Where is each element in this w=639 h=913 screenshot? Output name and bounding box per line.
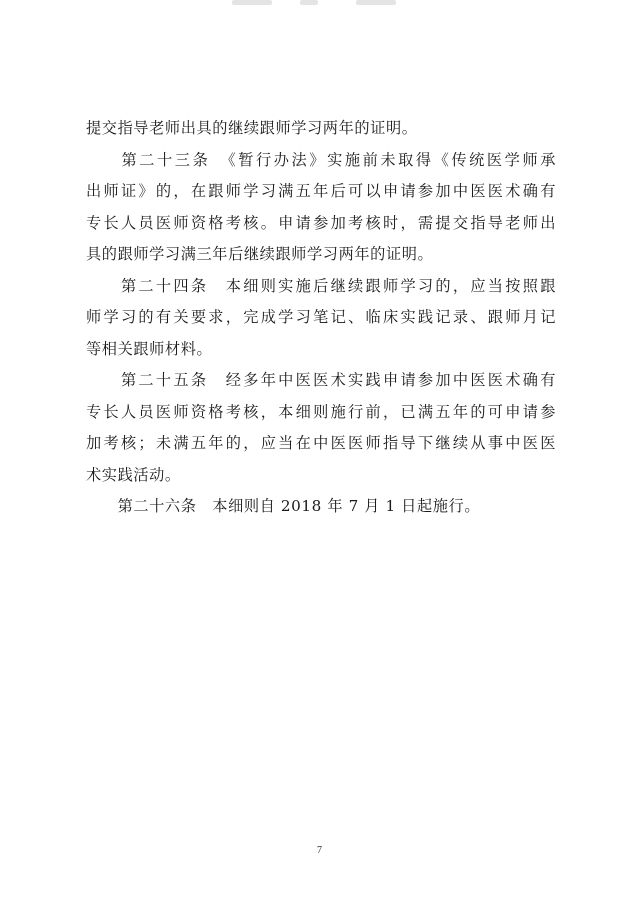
- text-line: 专长人员医师资格考核。申请参加考核时，需提交指导老师出: [86, 213, 556, 232]
- text-line: 等相关跟师材料。: [86, 339, 213, 358]
- article-23: [86, 145, 556, 271]
- text-line: 专长人员医师资格考核，本细则施行前，已满五年的可申请参: [86, 402, 556, 421]
- article-25: [86, 365, 556, 491]
- text-line: 第二十五条 经多年中医医术实践申请参加中医医术确有: [86, 371, 556, 389]
- text-line: 第二十三条 《暂行办法》实施前未取得《传统医学师承: [86, 150, 556, 169]
- page-number: 7: [317, 845, 322, 856]
- scan-smudge: [300, 0, 318, 5]
- text-line: 术实践活动。: [86, 465, 181, 484]
- text-line: 具的跟师学习满三年后继续跟师学习两年的证明。: [86, 245, 434, 263]
- text-line: 第二十四条 本细则实施后继续跟师学习的，应当按照跟: [86, 276, 556, 295]
- scan-smudge: [232, 0, 272, 5]
- article-26: [86, 491, 556, 523]
- scan-smudge: [356, 0, 396, 5]
- text-line: 师学习的有关要求，完成学习笔记、临床实践记录、跟师月记: [86, 308, 556, 326]
- text-line: 第二十六条 本细则自 2018 年 7 月 1 日起施行。: [86, 497, 481, 515]
- text-line: 加考核；未满五年的，应当在中医医师指导下继续从事中医医: [86, 434, 556, 452]
- text-line: 提交指导老师出具的继续跟师学习两年的证明。: [86, 119, 418, 137]
- paragraph-continuation: [86, 113, 556, 145]
- article-24: [86, 271, 556, 366]
- scan-edge-artifacts: [0, 0, 639, 12]
- text-line: 出师证》的，在跟师学习满五年后可以申请参加中医医术确有: [86, 182, 556, 200]
- document-body: [86, 113, 556, 523]
